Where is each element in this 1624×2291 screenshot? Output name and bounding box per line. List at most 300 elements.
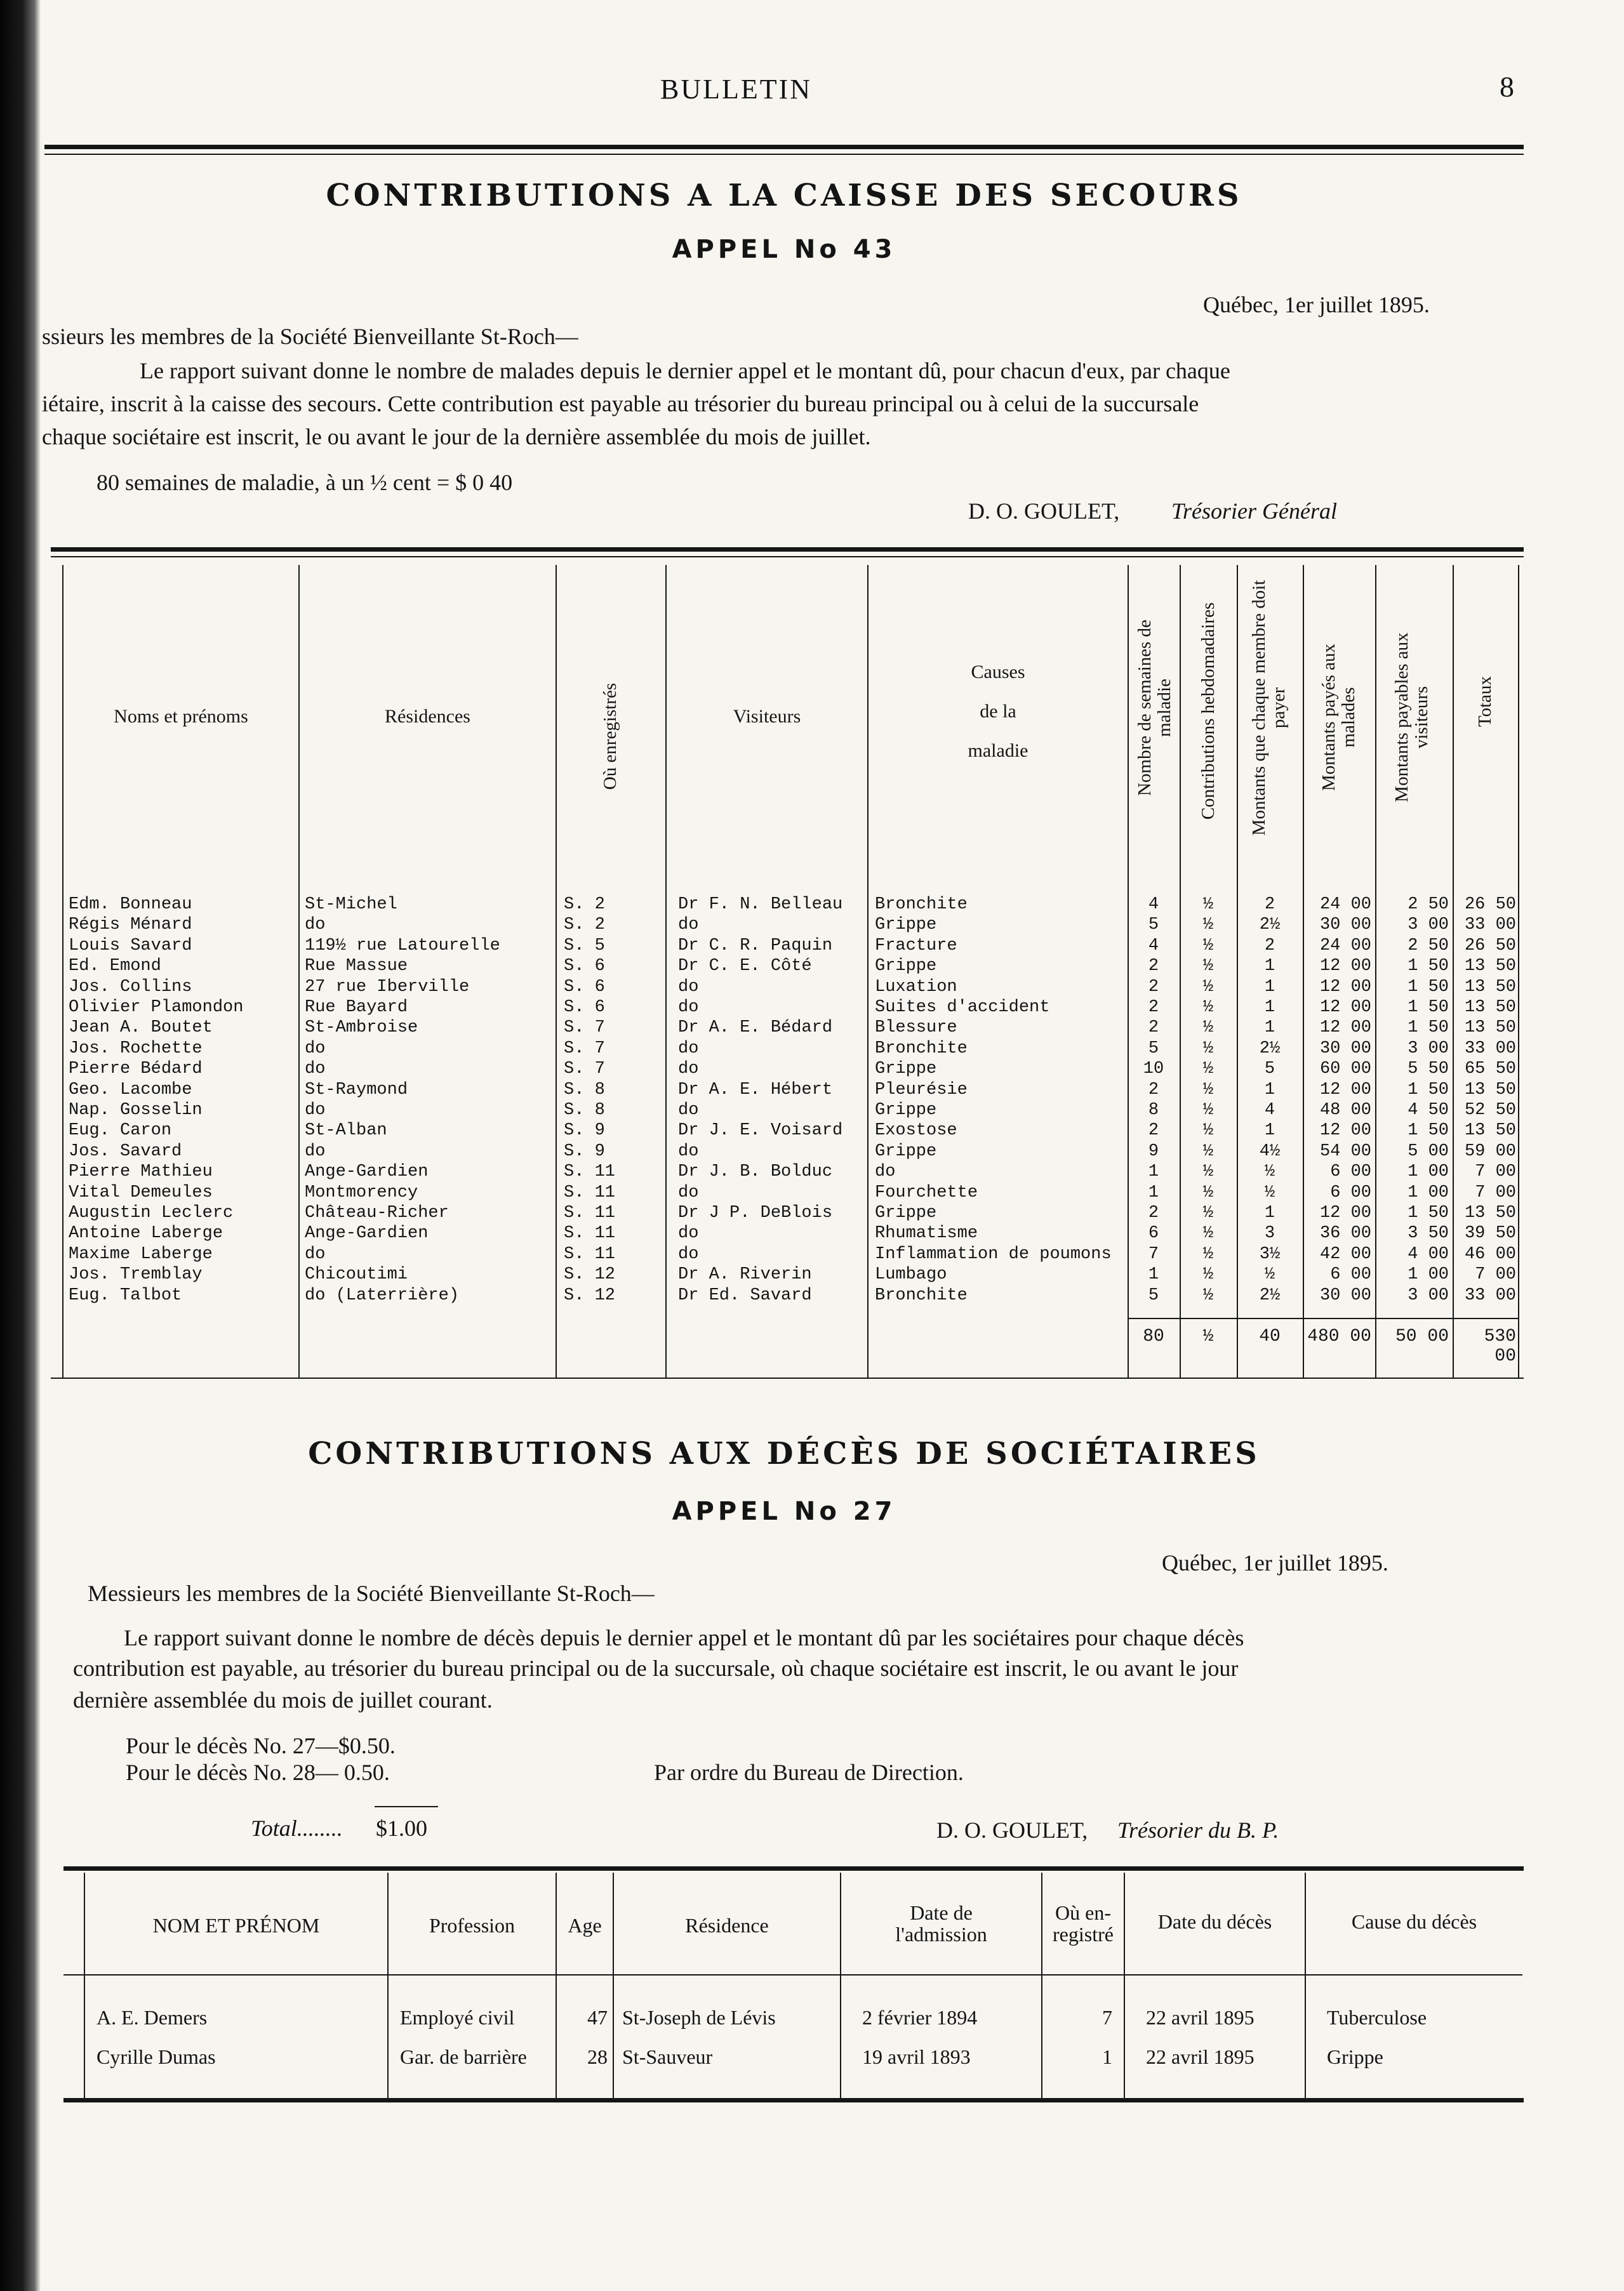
sick-row-7-total: 13 50 [1464, 1018, 1516, 1038]
sick-row-19-total: 7 00 [1475, 1265, 1516, 1285]
deces-appel: APPEL No 27 [672, 1497, 896, 1526]
sick-row-11-cause: Grippe [875, 1101, 937, 1120]
sick-row-4-visitor: Dr C. E. Côté [678, 957, 812, 976]
sick-row-3-name: Louis Savard [69, 936, 192, 955]
sick-row-2-weeks: 5 [1148, 915, 1159, 935]
sick-row-11-vis: 4 50 [1408, 1101, 1449, 1120]
sick-row-17-visitor: do [678, 1224, 699, 1244]
sick-row-12-cause: Exostose [875, 1121, 957, 1141]
sick-row-11-total: 52 50 [1464, 1101, 1516, 1120]
death-row-1-profession: Employé civil [400, 2006, 515, 2029]
death-header-death-date: Date du décès [1157, 1910, 1272, 1933]
death-header-admission-2: l'admission [895, 1923, 987, 1946]
death-header-name: NOM ET PRÉNOM [152, 1914, 320, 1937]
death-row-2-age: 28 [587, 2045, 608, 2068]
death-row-1-name: A. E. Demers [97, 2006, 208, 2029]
sick-row-17-paid: 36 00 [1319, 1224, 1371, 1244]
secours-paragraph-line-2: iétaire, inscrit à la caisse des secours. Cette contribution est payable au trésorier du bureau principal ou à celui de la succursale [42, 391, 1199, 416]
death-header-residence: Résidence [685, 1914, 769, 1937]
col-divider [665, 565, 667, 1378]
sick-row-17-total: 39 50 [1464, 1224, 1516, 1244]
sick-row-18-name: Maxime Laberge [69, 1244, 213, 1264]
sick-row-20-visitor: Dr Ed. Savard [678, 1285, 812, 1305]
secours-paragraph-line-1: Le rapport suivant donne le nombre de malades depuis le dernier appel et le montant dû, pour chacun d'eux, par chaque [140, 358, 1230, 383]
sick-row-15-vis: 1 00 [1408, 1183, 1449, 1202]
sick-row-8-visitor: do [678, 1039, 699, 1058]
total-weekly: ½ [1202, 1327, 1214, 1346]
sick-row-6-cause: Suites d'accident [875, 998, 1050, 1017]
sick-row-13-residence: do [305, 1141, 326, 1161]
sick-row-6-weekly: ½ [1202, 998, 1214, 1017]
deces-paragraph-line-1: Le rapport suivant donne le nombre de décès depuis le dernier appel et le montant dû par les sociétaires pour chaque décès [124, 1625, 1244, 1650]
sick-row-9-residence: do [305, 1059, 326, 1079]
header-payable-visitors: Montants payables aux visiteurs [1392, 632, 1432, 802]
sick-row-5-each: 1 [1264, 977, 1275, 997]
sick-row-13-paid: 54 00 [1319, 1141, 1371, 1161]
sick-row-14-residence: Ange-Gardien [305, 1162, 429, 1182]
total-visitors: 50 00 [1395, 1327, 1449, 1346]
sick-row-3-vis: 2 50 [1408, 936, 1449, 955]
sick-row-18-vis: 4 00 [1408, 1244, 1449, 1264]
sick-row-1-weekly: ½ [1202, 895, 1214, 914]
death-header-registered-2: registré [1053, 1923, 1114, 1946]
sick-row-8-vis: 3 00 [1408, 1039, 1449, 1058]
header-residence: Résidences [385, 706, 470, 727]
sick-row-3-reg: S. 5 [564, 936, 605, 955]
sick-row-11-visitor: do [678, 1101, 699, 1120]
sick-row-6-reg: S. 6 [564, 998, 605, 1017]
sick-row-15-weeks: 1 [1148, 1183, 1159, 1202]
sick-row-2-paid: 30 00 [1319, 915, 1371, 935]
sick-row-17-weekly: ½ [1202, 1224, 1214, 1244]
totals-rule [1128, 1318, 1518, 1319]
death-header-registered-1: Où en- [1055, 1901, 1111, 1924]
sick-row-7-each: 1 [1264, 1018, 1275, 1038]
sick-row-10-visitor: Dr A. E. Hébert [678, 1080, 833, 1099]
sick-row-8-paid: 30 00 [1319, 1039, 1371, 1058]
sick-row-1-vis: 2 50 [1408, 895, 1449, 914]
sick-row-19-cause: Lumbago [875, 1265, 947, 1285]
sick-row-20-each: 2½ [1259, 1285, 1281, 1305]
sick-row-12-vis: 1 50 [1408, 1121, 1449, 1141]
sick-row-17-each: 3 [1264, 1224, 1275, 1244]
death-row-2-cause: Grippe [1327, 2045, 1383, 2068]
death-header-admission-1: Date de [910, 1901, 973, 1924]
header-rule [44, 145, 1524, 149]
sick-row-2-total: 33 00 [1464, 915, 1516, 935]
sick-row-17-vis: 3 50 [1408, 1224, 1449, 1244]
sick-row-6-name: Olivier Plamondon [69, 998, 244, 1017]
sick-row-9-visitor: do [678, 1059, 699, 1079]
death-row-2-registered: 1 [1102, 2045, 1112, 2068]
sick-row-5-visitor: do [678, 977, 699, 997]
sick-row-13-weekly: ½ [1202, 1141, 1214, 1161]
sick-row-14-total: 7 00 [1475, 1162, 1516, 1182]
sick-row-9-each: 5 [1264, 1059, 1275, 1079]
sick-row-6-visitor: do [678, 998, 699, 1017]
death-row-1-admission: 2 février 1894 [862, 2006, 978, 2029]
sick-row-20-total: 33 00 [1464, 1285, 1516, 1305]
sick-row-10-reg: S. 8 [564, 1080, 605, 1099]
sick-row-8-weekly: ½ [1202, 1039, 1214, 1058]
sick-row-16-cause: Grippe [875, 1204, 937, 1223]
header-registered: Où enregistrés [600, 682, 620, 790]
header-paid-sick: Montants payés aux malades [1319, 644, 1359, 791]
sick-row-10-residence: St-Raymond [305, 1080, 408, 1099]
death-header-cause: Cause du décès [1351, 1910, 1477, 1933]
deces-signatory-title: Trésorier du B. P. [1117, 1817, 1279, 1843]
sick-row-2-residence: do [305, 915, 326, 935]
sick-row-5-weeks: 2 [1148, 977, 1159, 997]
sick-row-1-residence: St-Michel [305, 895, 397, 914]
death-row-2-death-date: 22 avril 1895 [1146, 2045, 1255, 2068]
death-row-2-admission: 19 avril 1893 [862, 2045, 971, 2068]
sick-row-12-weekly: ½ [1202, 1121, 1214, 1141]
sick-row-11-paid: 48 00 [1319, 1101, 1371, 1120]
sick-row-3-paid: 24 00 [1319, 936, 1371, 955]
sick-row-15-residence: Montmorency [305, 1183, 418, 1202]
col-divider [1305, 1873, 1306, 2098]
sick-row-11-residence: do [305, 1101, 326, 1120]
sick-table-bottom-rule [51, 1378, 1524, 1379]
sick-row-16-visitor: Dr J P. DeBlois [678, 1204, 833, 1223]
sick-row-16-each: 1 [1264, 1204, 1275, 1223]
death-row-1-cause: Tuberculose [1327, 2006, 1427, 2029]
death-header-rule [63, 1974, 1522, 1976]
sick-row-1-paid: 24 00 [1319, 895, 1371, 914]
col-divider [298, 565, 300, 1378]
sick-row-18-weeks: 7 [1148, 1244, 1159, 1264]
sick-row-3-weekly: ½ [1202, 936, 1214, 955]
sick-row-15-cause: Fourchette [875, 1183, 978, 1202]
sick-row-17-reg: S. 11 [564, 1224, 616, 1244]
header-rule-thin [44, 154, 1524, 155]
header-cause-2: de la [980, 701, 1016, 722]
secours-signatory-title: Trésorier Général [1171, 498, 1337, 524]
sick-row-10-each: 1 [1264, 1080, 1275, 1099]
sick-row-16-weeks: 2 [1148, 1204, 1159, 1223]
deces-line-2: Pour le décès No. 28— 0.50. [126, 1760, 390, 1785]
total-each: 40 [1259, 1327, 1281, 1346]
sick-row-9-cause: Grippe [875, 1059, 937, 1079]
death-row-2-residence: St-Sauveur [622, 2045, 713, 2068]
sick-row-13-visitor: do [678, 1141, 699, 1161]
header-weekly: Contributions hebdomadaires [1198, 602, 1218, 820]
sick-row-19-residence: Chicoutimi [305, 1265, 408, 1285]
sick-row-16-total: 13 50 [1464, 1204, 1516, 1223]
sick-row-17-weeks: 6 [1148, 1224, 1159, 1244]
sick-row-2-cause: Grippe [875, 915, 937, 935]
deces-total-value: $1.00 [376, 1816, 427, 1841]
deces-paragraph-line-3: dernière assemblée du mois de juillet courant. [73, 1687, 493, 1713]
sick-row-4-weekly: ½ [1202, 957, 1214, 976]
sick-row-1-total: 26 50 [1464, 895, 1516, 914]
sick-row-9-weeks: 10 [1143, 1059, 1164, 1079]
sick-row-1-each: 2 [1264, 895, 1275, 914]
sick-row-9-total: 65 50 [1464, 1059, 1516, 1079]
sick-row-10-weeks: 2 [1148, 1080, 1159, 1099]
sick-row-16-paid: 12 00 [1319, 1204, 1371, 1223]
sick-row-18-cause: Inflammation de poumons [875, 1244, 1112, 1264]
sick-row-8-reg: S. 7 [564, 1039, 605, 1058]
sick-row-12-weeks: 2 [1148, 1121, 1159, 1141]
sick-row-2-name: Régis Ménard [69, 915, 192, 935]
sick-row-19-vis: 1 00 [1408, 1265, 1449, 1285]
sick-row-12-name: Eug. Caron [69, 1121, 172, 1141]
sick-row-3-residence: 119½ rue Latourelle [305, 936, 500, 955]
sick-row-5-reg: S. 6 [564, 977, 605, 997]
sick-table-top-rule-thin [51, 556, 1524, 557]
col-divider [387, 1873, 389, 2098]
sick-row-2-reg: S. 2 [564, 915, 605, 935]
sick-row-8-total: 33 00 [1464, 1039, 1516, 1058]
secours-rate: 80 semaines de maladie, à un ½ cent = $ 0 40 [97, 470, 513, 495]
sick-row-20-reg: S. 12 [564, 1285, 616, 1305]
sick-row-15-weekly: ½ [1202, 1183, 1214, 1202]
sick-row-6-residence: Rue Bayard [305, 998, 408, 1017]
sick-row-3-weeks: 4 [1148, 936, 1159, 955]
sick-row-8-name: Jos. Rochette [69, 1039, 203, 1058]
sick-row-16-vis: 1 50 [1408, 1204, 1449, 1223]
sick-row-1-weeks: 4 [1148, 895, 1159, 914]
sick-row-11-weekly: ½ [1202, 1101, 1214, 1120]
col-divider [84, 1873, 85, 2098]
sick-row-16-reg: S. 11 [564, 1204, 616, 1223]
sick-row-15-name: Vital Demeules [69, 1183, 213, 1202]
sick-row-8-each: 2½ [1259, 1039, 1281, 1058]
sick-row-10-name: Geo. Lacombe [69, 1080, 192, 1099]
sick-row-7-cause: Blessure [875, 1018, 957, 1038]
sick-row-10-cause: Pleurésie [875, 1080, 968, 1099]
sick-row-6-vis: 1 50 [1408, 998, 1449, 1017]
sick-row-1-cause: Bronchite [875, 895, 968, 914]
sick-row-16-name: Augustin Leclerc [69, 1204, 234, 1223]
sick-row-5-name: Jos. Collins [69, 977, 192, 997]
sick-row-12-total: 13 50 [1464, 1121, 1516, 1141]
sick-row-6-each: 1 [1264, 998, 1275, 1017]
col-divider [1124, 1873, 1125, 2098]
total-paid: 480 00 [1307, 1327, 1371, 1346]
sick-row-9-name: Pierre Bédard [69, 1059, 203, 1079]
sick-row-18-reg: S. 11 [564, 1244, 616, 1264]
sick-row-7-vis: 1 50 [1408, 1018, 1449, 1038]
sick-row-12-paid: 12 00 [1319, 1121, 1371, 1141]
header-name: Noms et prénoms [114, 706, 248, 727]
running-title: BULLETIN [660, 74, 813, 105]
sick-row-8-cause: Bronchite [875, 1039, 968, 1058]
secours-salutation: ssieurs les membres de la Société Bienveillante St-Roch— [42, 324, 578, 349]
sick-row-14-visitor: Dr J. B. Bolduc [678, 1162, 833, 1182]
sick-row-4-residence: Rue Massue [305, 957, 408, 976]
sick-row-12-reg: S. 9 [564, 1121, 605, 1141]
total-overline [375, 1806, 438, 1807]
sick-row-15-total: 7 00 [1475, 1183, 1516, 1202]
sick-row-13-vis: 5 00 [1408, 1141, 1449, 1161]
col-divider [613, 1873, 614, 2098]
secours-title: CONTRIBUTIONS A LA CAISSE DES SECOURS [326, 178, 1242, 213]
sick-row-5-residence: 27 rue Iberville [305, 977, 470, 997]
sick-row-7-name: Jean A. Boutet [69, 1018, 213, 1038]
sick-row-18-each: 3½ [1259, 1244, 1281, 1264]
sick-row-2-each: 2½ [1259, 915, 1281, 935]
sick-row-14-vis: 1 00 [1408, 1162, 1449, 1182]
sick-row-3-each: 2 [1264, 936, 1275, 955]
sick-row-17-name: Antoine Laberge [69, 1224, 223, 1244]
sick-row-15-each: ½ [1264, 1183, 1275, 1202]
sick-row-17-residence: Ange-Gardien [305, 1224, 429, 1244]
sick-row-7-residence: St-Ambroise [305, 1018, 418, 1038]
sick-row-13-reg: S. 9 [564, 1141, 605, 1161]
header-weeks: Nombre de semaines de maladie [1135, 620, 1175, 796]
sick-row-2-vis: 3 00 [1408, 915, 1449, 935]
sick-row-10-weekly: ½ [1202, 1080, 1214, 1099]
sick-row-5-total: 13 50 [1464, 977, 1516, 997]
sick-row-14-weekly: ½ [1202, 1162, 1214, 1182]
death-header-age: Age [568, 1914, 602, 1937]
sick-row-11-weeks: 8 [1148, 1101, 1159, 1120]
sick-row-8-weeks: 5 [1148, 1039, 1159, 1058]
sick-row-7-weeks: 2 [1148, 1018, 1159, 1038]
header-totals: Totaux [1475, 675, 1495, 727]
sick-row-5-paid: 12 00 [1319, 977, 1371, 997]
sick-row-13-each: 4½ [1259, 1141, 1281, 1161]
col-divider [1518, 565, 1519, 1378]
header-cause-3: maladie [968, 740, 1028, 761]
sick-row-10-total: 13 50 [1464, 1080, 1516, 1099]
sick-row-20-name: Eug. Talbot [69, 1285, 182, 1305]
sick-row-13-cause: Grippe [875, 1141, 937, 1161]
secours-place-date: Québec, 1er juillet 1895. [1203, 292, 1430, 317]
sick-row-12-each: 1 [1264, 1121, 1275, 1141]
sick-row-14-reg: S. 11 [564, 1162, 616, 1182]
header-amount-each: Montants que chaque membre doit payer [1249, 580, 1289, 836]
sick-row-20-weeks: 5 [1148, 1285, 1159, 1305]
death-row-1-age: 47 [587, 2006, 608, 2029]
death-table [63, 1873, 1522, 2098]
sick-row-18-residence: do [305, 1244, 326, 1264]
sick-row-18-total: 46 00 [1464, 1244, 1516, 1264]
sick-row-19-paid: 6 00 [1330, 1265, 1371, 1285]
deces-order: Par ordre du Bureau de Direction. [654, 1760, 964, 1785]
sick-row-9-reg: S. 7 [564, 1059, 605, 1079]
sick-row-3-cause: Fracture [875, 936, 957, 955]
sick-row-4-total: 13 50 [1464, 957, 1516, 976]
header-visitor: Visiteurs [733, 706, 801, 727]
sick-row-3-total: 26 50 [1464, 936, 1516, 955]
sick-row-18-weekly: ½ [1202, 1244, 1214, 1264]
sick-row-1-name: Edm. Bonneau [69, 895, 192, 914]
deces-place-date: Québec, 1er juillet 1895. [1162, 1550, 1388, 1576]
total-total: 530 00 [1484, 1327, 1516, 1366]
sick-row-13-weeks: 9 [1148, 1141, 1159, 1161]
sick-row-4-each: 1 [1264, 957, 1275, 976]
sick-row-11-name: Nap. Gosselin [69, 1101, 203, 1120]
sick-row-9-paid: 60 00 [1319, 1059, 1371, 1079]
sick-row-18-visitor: do [678, 1244, 699, 1264]
deces-salutation: Messieurs les membres de la Société Bienveillante St-Roch— [88, 1581, 655, 1606]
sick-row-14-weeks: 1 [1148, 1162, 1159, 1182]
death-row-1-death-date: 22 avril 1895 [1146, 2006, 1255, 2029]
sick-row-6-weeks: 2 [1148, 998, 1159, 1017]
sick-row-19-each: ½ [1264, 1265, 1275, 1285]
sick-row-9-vis: 5 50 [1408, 1059, 1449, 1079]
sick-row-4-vis: 1 50 [1408, 957, 1449, 976]
sick-row-15-paid: 6 00 [1330, 1183, 1371, 1202]
sick-row-19-reg: S. 12 [564, 1265, 616, 1285]
sick-row-1-visitor: Dr F. N. Belleau [678, 895, 843, 914]
sick-row-14-cause: do [875, 1162, 896, 1182]
death-row-2-profession: Gar. de barrière [400, 2045, 527, 2068]
sick-row-14-name: Pierre Mathieu [69, 1162, 213, 1182]
sick-row-19-weeks: 1 [1148, 1265, 1159, 1285]
sick-row-13-name: Jos. Savard [69, 1141, 182, 1161]
death-row-1-residence: St-Joseph de Lévis [622, 2006, 776, 2029]
sick-row-7-reg: S. 7 [564, 1018, 605, 1038]
sick-row-11-each: 4 [1264, 1101, 1275, 1120]
death-header-profession: Profession [429, 1914, 516, 1937]
secours-appel: APPEL No 43 [672, 235, 896, 264]
death-table-top-rule [63, 1866, 1524, 1871]
sick-row-17-cause: Rhumatisme [875, 1224, 978, 1244]
sick-row-19-visitor: Dr A. Riverin [678, 1265, 812, 1285]
sick-row-14-paid: 6 00 [1330, 1162, 1371, 1182]
sick-row-19-name: Jos. Tremblay [69, 1265, 203, 1285]
page-spine-shadow [0, 0, 41, 2291]
sick-row-2-weekly: ½ [1202, 915, 1214, 935]
sick-row-7-visitor: Dr A. E. Bédard [678, 1018, 833, 1038]
sick-row-20-paid: 30 00 [1319, 1285, 1371, 1305]
sick-row-4-name: Ed. Emond [69, 957, 161, 976]
sick-row-18-paid: 42 00 [1319, 1244, 1371, 1264]
sick-row-20-cause: Bronchite [875, 1285, 968, 1305]
deces-total-label: Total........ [251, 1816, 343, 1841]
sick-row-12-residence: St-Alban [305, 1121, 387, 1141]
sick-row-5-weekly: ½ [1202, 977, 1214, 997]
deces-paragraph-line-2: contribution est payable, au trésorier du bureau principal ou de la succursale, où chaque sociétaire est inscrit, le ou avant le jour [73, 1656, 1239, 1681]
sick-row-7-paid: 12 00 [1319, 1018, 1371, 1038]
sick-row-16-weekly: ½ [1202, 1204, 1214, 1223]
sick-row-5-cause: Luxation [875, 977, 957, 997]
sick-row-7-weekly: ½ [1202, 1018, 1214, 1038]
death-table-bottom-rule [63, 2098, 1524, 2102]
page-number: 8 [1500, 70, 1514, 103]
sick-row-4-reg: S. 6 [564, 957, 605, 976]
sick-row-11-reg: S. 8 [564, 1101, 605, 1120]
sick-table-top-rule [51, 547, 1524, 552]
sick-row-10-vis: 1 50 [1408, 1080, 1449, 1099]
deces-signatory-name: D. O. GOULET, [936, 1817, 1088, 1843]
deces-line-1: Pour le décès No. 27—$0.50. [126, 1733, 396, 1758]
sick-row-15-visitor: do [678, 1183, 699, 1202]
sick-row-3-visitor: Dr C. R. Paquin [678, 936, 833, 955]
secours-paragraph-line-3: chaque sociétaire est inscrit, le ou avant le jour de la dernière assemblée du mois de juillet. [42, 424, 871, 449]
death-row-2-name: Cyrille Dumas [97, 2045, 216, 2068]
total-weeks: 80 [1143, 1327, 1164, 1346]
sick-row-16-residence: Château-Richer [305, 1204, 449, 1223]
sick-row-2-visitor: do [678, 915, 699, 935]
col-divider [62, 565, 63, 1378]
sick-row-5-vis: 1 50 [1408, 977, 1449, 997]
sick-row-20-weekly: ½ [1202, 1285, 1214, 1305]
sick-row-8-residence: do [305, 1039, 326, 1058]
sick-row-20-residence: do (Laterrière) [305, 1285, 460, 1305]
sick-row-6-total: 13 50 [1464, 998, 1516, 1017]
sick-row-10-paid: 12 00 [1319, 1080, 1371, 1099]
sick-row-20-vis: 3 00 [1408, 1285, 1449, 1305]
sick-row-6-paid: 12 00 [1319, 998, 1371, 1017]
sick-row-19-weekly: ½ [1202, 1265, 1214, 1285]
death-row-1-registered: 7 [1102, 2006, 1112, 2029]
